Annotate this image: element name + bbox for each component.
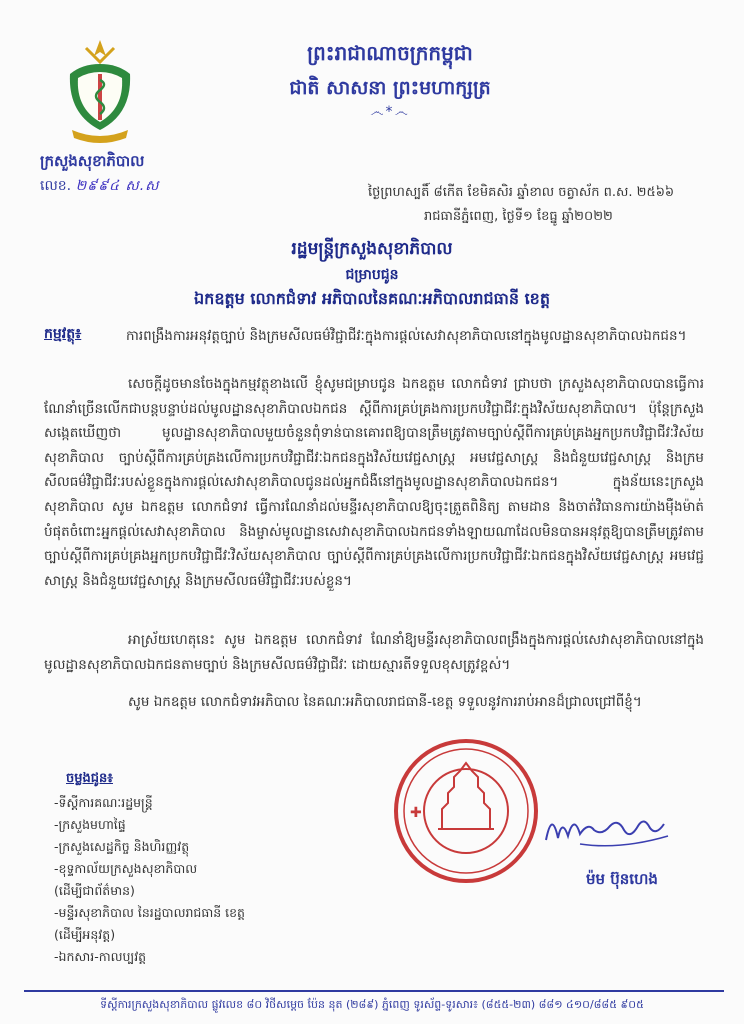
kingdom-title: ព្រះរាជាណាចក្រកម្ពុជា — [307, 41, 473, 65]
svg-text:✚: ✚ — [410, 805, 422, 821]
reference-number-row: លេខ. ២៩៩៤ ស.ស — [40, 178, 160, 194]
national-motto: ជាតិ សាសនា ព្រះមហាក្សត្រ — [289, 77, 491, 99]
signatory-name: ម៉ម ប៊ុនហេង — [586, 870, 658, 888]
reference-number: ២៩៩៤ ស.ស — [75, 178, 160, 194]
to-label: ជម្រាបជូន — [345, 267, 399, 283]
sender-title: រដ្ឋមន្ត្រីក្រសួងសុខាភិបាល — [291, 239, 453, 259]
recipient-title: ឯកឧត្តម លោកជំទាវ អភិបាលនៃគណៈអភិបាលរាជធានី ខេត្ត — [194, 289, 550, 308]
ornament-divider: ෴*෴ — [370, 104, 410, 120]
cc-label: ចម្លងជូន៖ — [66, 771, 113, 786]
cc-item: -ឯកសារ-កាលប្បវត្ត — [54, 949, 147, 964]
official-seal — [392, 737, 540, 885]
body-paragraph-1: សេចក្ដីដូចមានចែងក្នុងកម្មវត្ថុខាងលើ ខ្ញុំសូមជម្រាបជូន ឯកឧត្តម លោកជំទាវ ជ្រាបថា ក្រសួងសុខាភិបាលបានធ្វើការណែនាំច្រើនលើកជាបន្តបន្ទាប់ដល់មូលដ្ឋានសុខាភិបាលឯកជន ស្ដីពីការគ្រប់គ្រងការប្រកបវិជ្ជាជីវៈក្នុងវិស័យសុខាភិបាល។ ប៉ុន្តែក្រសួងសង្កេតឃើញថា មូលដ្ឋានសុខាភិបាលមួយចំនួនពុំទាន់បានគោរពឱ្យបានត្រឹមត្រូវតាមច្បាប់ស្ដីពីការគ្រប់គ្រងអ្នកប្រកបវិជ្ជាជីវៈវិស័យសុខាភិបាល ច្បាប់ស្ដីពីការគ្រប់គ្រងលើការប្រកបវិជ្ជាជីវៈឯកជនក្នុងវិស័យវេជ្ជសាស្ត្រ អមវេជ្ជសាស្ត្រ និងជំនួយវេជ្ជសាស្ត្រ និងក្រមសីលធម៌វិជ្ជាជីវៈរបស់ខ្លួនក្នុងការផ្ដល់សេវាសុខាភិបាលជូនដល់អ្នកជំងឺនៅក្នុងមូលដ្ឋានសុខាភិបាលឯកជន។ ក្នុងន័យនេះក្រសួងសុខាភិបាល សូម ឯកឧត្តម លោកជំទាវ ធ្វើការណែនាំដល់មន្ទីរសុខាភិបាលឱ្យចុះត្រួតពិនិត្យ តាមដាន និងចាត់វិធានការយ៉ាងម៉ឺងម៉ាត់បំផុតចំពោះអ្នកផ្ដល់សេវាសុខាភិបាល និងម្ចាស់មូលដ្ឋានសេវាសុខាភិបាលឯកជនទាំងឡាយណាដែលមិនបានអនុវត្តឱ្យបានត្រឹមត្រូវតាមច្បាប់ស្ដីពីការគ្រប់គ្រងអ្នកប្រកបវិជ្ជាជីវៈវិស័យសុខាភិបាល ច្បាប់ស្ដីពីការគ្រប់គ្រងលើការប្រកបវិជ្ជាជីវៈឯកជនក្នុងវិស័យវេជ្ជសាស្ត្រ អមវេជ្ជសាស្ត្រ និងជំនួយវេជ្ជសាស្ត្រ និងក្រមសីលធម៌វិជ្ជាជីវៈរបស់ខ្លួន។ — [44, 376, 704, 589]
ministry-name: ក្រសួងសុខាភិបាល — [40, 152, 145, 170]
subject-label: កម្មវត្ថុ៖ — [44, 326, 82, 342]
cc-item: (ដើម្បីអនុវត្ត) — [54, 927, 116, 942]
cc-item: -ទីស្ដីការគណៈរដ្ឋមន្ត្រី — [54, 795, 153, 810]
footer-divider — [24, 990, 724, 992]
body-paragraph-2: អាស្រ័យហេតុនេះ សូម ឯកឧត្តម លោកជំទាវ ណែនាំឱ្យមន្ទីរសុខាភិបាលពង្រឹងក្នុងការផ្ដល់សេវាសុខាភិបាលនៅក្នុងមូលដ្ឋានសុខាភិបាលឯកជនតាមច្បាប់ និងក្រមសីលធម៌វិជ្ជាជីវៈ ដោយស្មារតីទទួលខុសត្រូវខ្ពស់។ — [44, 632, 704, 673]
cc-item: -ក្រសួងមហាផ្ទៃ — [54, 817, 126, 832]
lunar-date: ថ្ងៃព្រហស្បតិ៍ ៨កើត ខែមិគសិរ ឆ្នាំខាល ចត្វាស័ក ព.ស. ២៥៦៦ — [368, 185, 675, 200]
cc-item: (ដើម្បីជាព័ត៌មាន) — [54, 883, 135, 898]
reference-label: លេខ — [40, 178, 67, 194]
closing-paragraph: សូម ឯកឧត្តម លោកជំទាវអភិបាល នៃគណៈអភិបាលរាជធានី-ខេត្ត ទទួលនូវការរាប់អានដ៏ជ្រាលជ្រៅពីខ្ញុំ។ — [128, 694, 642, 710]
handwritten-signature — [540, 800, 680, 860]
subject-text: ការពង្រឹងការអនុវត្តច្បាប់ និងក្រមសីលធម៌វិជ្ជាជីវៈក្នុងការផ្ដល់សេវាសុខាភិបាលនៅក្នុងមូលដ្ឋានសុខាភិបាលឯកជន។ — [126, 328, 687, 344]
cc-item: -ខុទ្ទកាល័យក្រសួងសុខាភិបាល — [54, 861, 198, 876]
footer-address: ទីស្ដីការក្រសួងសុខាភិបាល ផ្លូវលេខ ៨០ វិថីសម្ដេច ប៉ែន នុត (២៨៩) ភ្នំពេញ ទូរស័ព្ទ-ទូរសារ៖ (៨៥៥-២៣) ៨៨១ ៤១០/៨៨៥ ៩០៥ — [100, 998, 644, 1011]
cc-item: -មន្ទីរសុខាភិបាល នៃរដ្ឋបាលរាជធានី ខេត្ត — [54, 905, 245, 920]
place-and-date: រាជធានីភ្នំពេញ, ថ្ងៃទី១ ខែធ្នូ ឆ្នាំ២០២២ — [424, 209, 613, 224]
cc-list — [54, 792, 245, 968]
ministry-logo — [60, 34, 140, 144]
cc-item: -ក្រសួងសេដ្ឋកិច្ច និងហិរញ្ញវត្ថុ — [54, 839, 190, 854]
